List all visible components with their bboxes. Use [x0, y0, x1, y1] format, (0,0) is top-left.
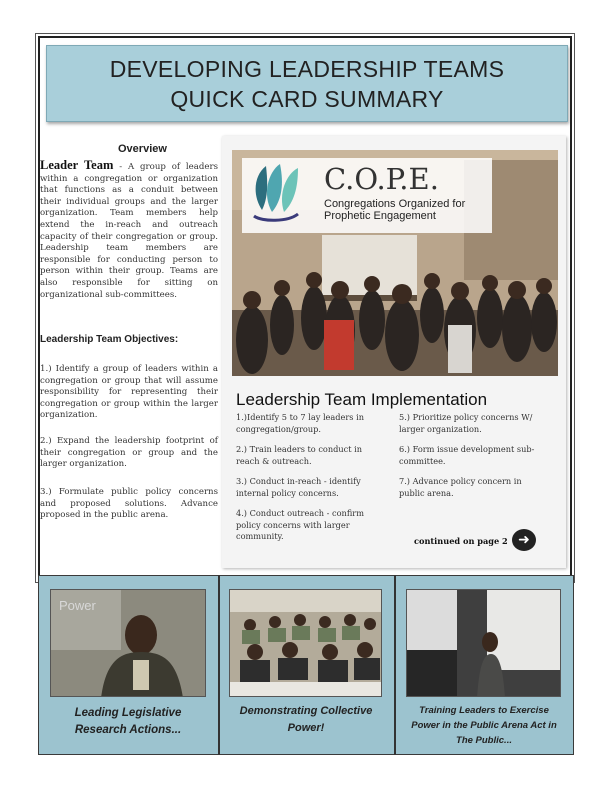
implementation-step: 1.)Identify 5 to 7 lay leaders in congregation/group. — [236, 412, 364, 434]
presenter-scene — [407, 590, 561, 697]
caption-line: Research Actions... — [74, 724, 182, 736]
overview-heading: Overview — [118, 143, 167, 155]
cope-logo-subtitle — [324, 198, 465, 222]
title-line-2: QUICK CARD SUMMARY — [170, 86, 444, 112]
strip-divider — [394, 575, 396, 755]
implementation-right-column — [399, 412, 539, 508]
power-photo-text: Power — [59, 598, 96, 613]
legislative-research-photo — [50, 589, 206, 697]
cope-logo-subtitle-line1: Congregations Organized for — [324, 198, 466, 210]
training-leaders-photo — [406, 589, 561, 697]
caption-line: Training Leaders to Exercise — [419, 705, 549, 716]
arrow-right-icon[interactable]: ➜ — [512, 529, 536, 551]
leader-team-term: Leader Team — [40, 158, 114, 172]
caption-training-leaders — [403, 703, 565, 748]
classroom-scene — [230, 590, 382, 697]
caption-line: Leading Legislative — [74, 707, 182, 719]
caption-legislative-research — [50, 705, 206, 739]
caption-line: The Public... — [456, 735, 512, 746]
objective-item: 2.) Expand the leadership footprint of their congregation or group and the larger organization. — [40, 436, 218, 470]
implementation-step: 6.) Form issue development sub-committee. — [399, 444, 535, 466]
title-line-1: DEVELOPING LEADERSHIP TEAMS — [109, 56, 505, 82]
caption-line: Power! — [287, 722, 325, 734]
leader-team-paragraph — [40, 160, 218, 301]
objective-item: 1.) Identify a group of leaders within a congregation or group that will assume responsibility for representing their congregation or group within the larger organization. — [40, 364, 218, 421]
implementation-heading: Leadership Team Implementation — [236, 390, 488, 409]
cope-logo-title: C.O.P.E. — [324, 162, 439, 196]
caption-collective-power — [226, 703, 386, 737]
implementation-left-column — [236, 412, 372, 552]
cope-meeting-photo — [232, 150, 558, 376]
collective-power-photo — [229, 589, 382, 697]
objective-item: 3.) Formulate public policy concerns and proposed solutions. Advance proposed in the public arena. — [40, 487, 218, 521]
cope-logo-subtitle-line2: Prophetic Engagement — [324, 210, 436, 222]
implementation-step: 2.) Train leaders to conduct in reach & outreach. — [236, 444, 363, 466]
caption-line: Demonstrating Collective — [239, 705, 373, 717]
implementation-step: 5.) Prioritize policy concerns W/ larger organization. — [399, 412, 533, 434]
implementation-step: 3.) Conduct in-reach - identify internal policy concerns. — [236, 476, 361, 498]
implementation-step: 7.) Advance policy concern in public arena. — [399, 476, 522, 498]
implementation-step: 4.) Conduct outreach - confirm policy concerns with larger community. — [236, 508, 364, 541]
title-banner — [46, 45, 568, 122]
continued-note: continued on page 2 — [414, 536, 508, 546]
caption-line: Power in the Public Arena Act in — [411, 720, 557, 731]
strip-divider — [218, 575, 220, 755]
leader-team-definition: - A group of leaders within a congregation or organization that functions as a conduit between their individual groups and the larger organization. Team members help extend the in-reach and outreach capacity of their congregation or group. Leadership team members are responsible for conducting person to person within their group. Teams are also responsible for sitting on organizational sub-committees. — [40, 162, 218, 300]
objectives-heading: Leadership Team Objectives: — [40, 334, 179, 345]
